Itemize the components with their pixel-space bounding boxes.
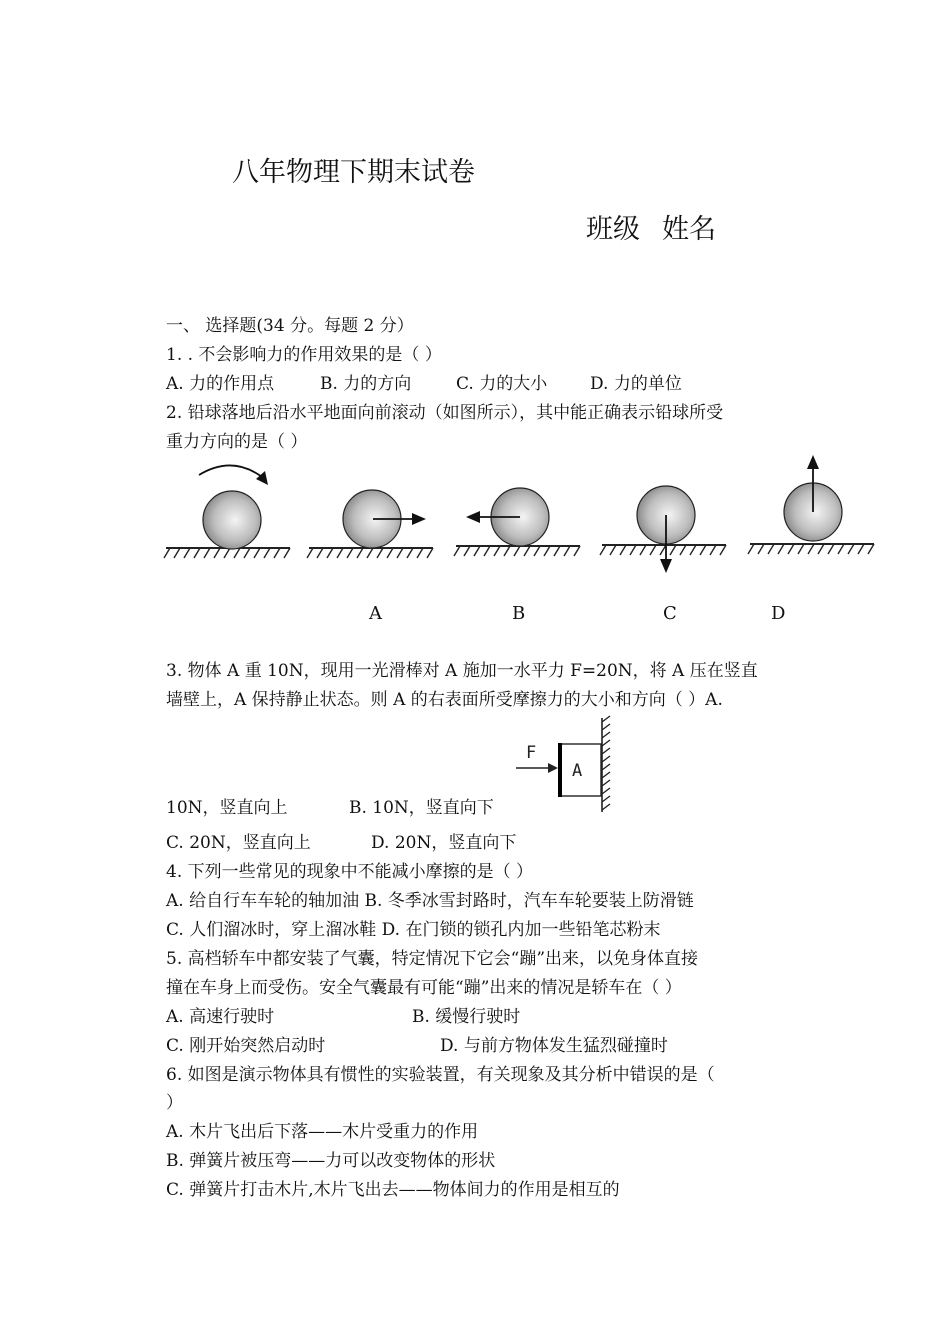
q1-option-a: A. 力的作用点 (166, 374, 275, 394)
q5-stem-line1: 5. 高档轿车中都安装了气囊，特定情况下它会“蹦”出来，以免身体直接 (166, 949, 699, 969)
figure-label-c: C (663, 603, 677, 624)
q3-options-line2 (166, 833, 516, 853)
q1-stem: 1. . 不会影响力的作用效果的是（ ） (166, 345, 442, 365)
figure-a (307, 490, 433, 558)
figure-label-a: A (369, 603, 382, 624)
q1-option-d: D. 力的单位 (590, 374, 682, 394)
page-title: 八年物理下期末试卷 (232, 157, 475, 188)
q3-option-c: C. 20N，竖直向上 (166, 833, 311, 853)
q2-figures (0, 455, 950, 595)
q4-options-line1: A. 给自行车车轮的轴加油 B. 冬季冰雪封路时，汽车车轮要装上防滑链 (166, 891, 694, 911)
q6-option-a: A. 木片飞出后下落——木片受重力的作用 (166, 1122, 479, 1142)
q3-option-d: D. 20N，竖直向下 (371, 833, 517, 853)
q5-options-line2 (166, 1036, 668, 1056)
figure-c (600, 486, 726, 573)
force-label: F (526, 743, 537, 763)
q2-stem-line2: 重力方向的是（ ） (166, 432, 308, 452)
q3-option-a: 10N，竖直向上 (166, 798, 288, 818)
q3-options-line1 (166, 798, 494, 818)
name-label: 姓名 (662, 214, 716, 245)
q5-option-c: C. 刚开始突然启动时 (166, 1036, 326, 1056)
q3-stem-line2: 墙壁上，A 保持静止状态。则 A 的右表面所受摩擦力的大小和方向（ ）A. (166, 690, 723, 710)
q2-stem-line1: 2. 铅球落地后沿水平地面向前滚动（如图所示），其中能正确表示铅球所受 (166, 403, 724, 423)
figure-b (454, 488, 580, 556)
q5-option-d: D. 与前方物体发生猛烈碰撞时 (440, 1036, 668, 1056)
class-label: 班级 (586, 214, 640, 245)
q1-option-c: C. 力的大小 (456, 374, 548, 394)
q4-options-line2: C. 人们溜冰时，穿上溜冰鞋 D. 在门锁的锁孔内加一些铅笔芯粉末 (166, 920, 661, 940)
q5-stem-line2: 撞在车身上而受伤。安全气囊最有可能“蹦”出来的情况是轿车在（ ） (166, 978, 682, 998)
q1-option-b: B. 力的方向 (320, 374, 412, 394)
rolling-ball-figure (164, 465, 290, 558)
q6-stem-line1: 6. 如图是演示物体具有惯性的实验装置，有关现象及其分析中错误的是（ (166, 1065, 715, 1085)
q6-option-c: C. 弹簧片打击木片,木片飞出去——物体间力的作用是相互的 (166, 1180, 620, 1200)
q5-option-a: A. 高速行驶时 (166, 1007, 275, 1027)
block-label: A (572, 761, 583, 781)
q5-options-line1 (166, 1007, 520, 1027)
q5-option-b: B. 缓慢行驶时 (412, 1007, 521, 1027)
figure-d (748, 455, 874, 554)
q4-stem: 4. 下列一些常见的现象中不能减小摩擦的是（ ） (166, 862, 534, 882)
figure-label-d: D (771, 603, 786, 624)
q6-stem-line2: ） (166, 1093, 183, 1113)
q3-option-b: B. 10N，竖直向下 (349, 798, 494, 818)
section-heading: 一、 选择题(34 分。每题 2 分） (166, 316, 414, 336)
q3-stem-line1: 3. 物体 A 重 10N，现用一光滑棒对 A 施加一水平力 F=20N，将 A 压在竖直 (166, 661, 758, 681)
q1-options (166, 374, 682, 394)
class-name-line (586, 207, 716, 246)
q6-option-b: B. 弹簧片被压弯——力可以改变物体的形状 (166, 1151, 496, 1171)
figure-label-b: B (512, 603, 526, 624)
q3-wall-figure (512, 716, 612, 816)
